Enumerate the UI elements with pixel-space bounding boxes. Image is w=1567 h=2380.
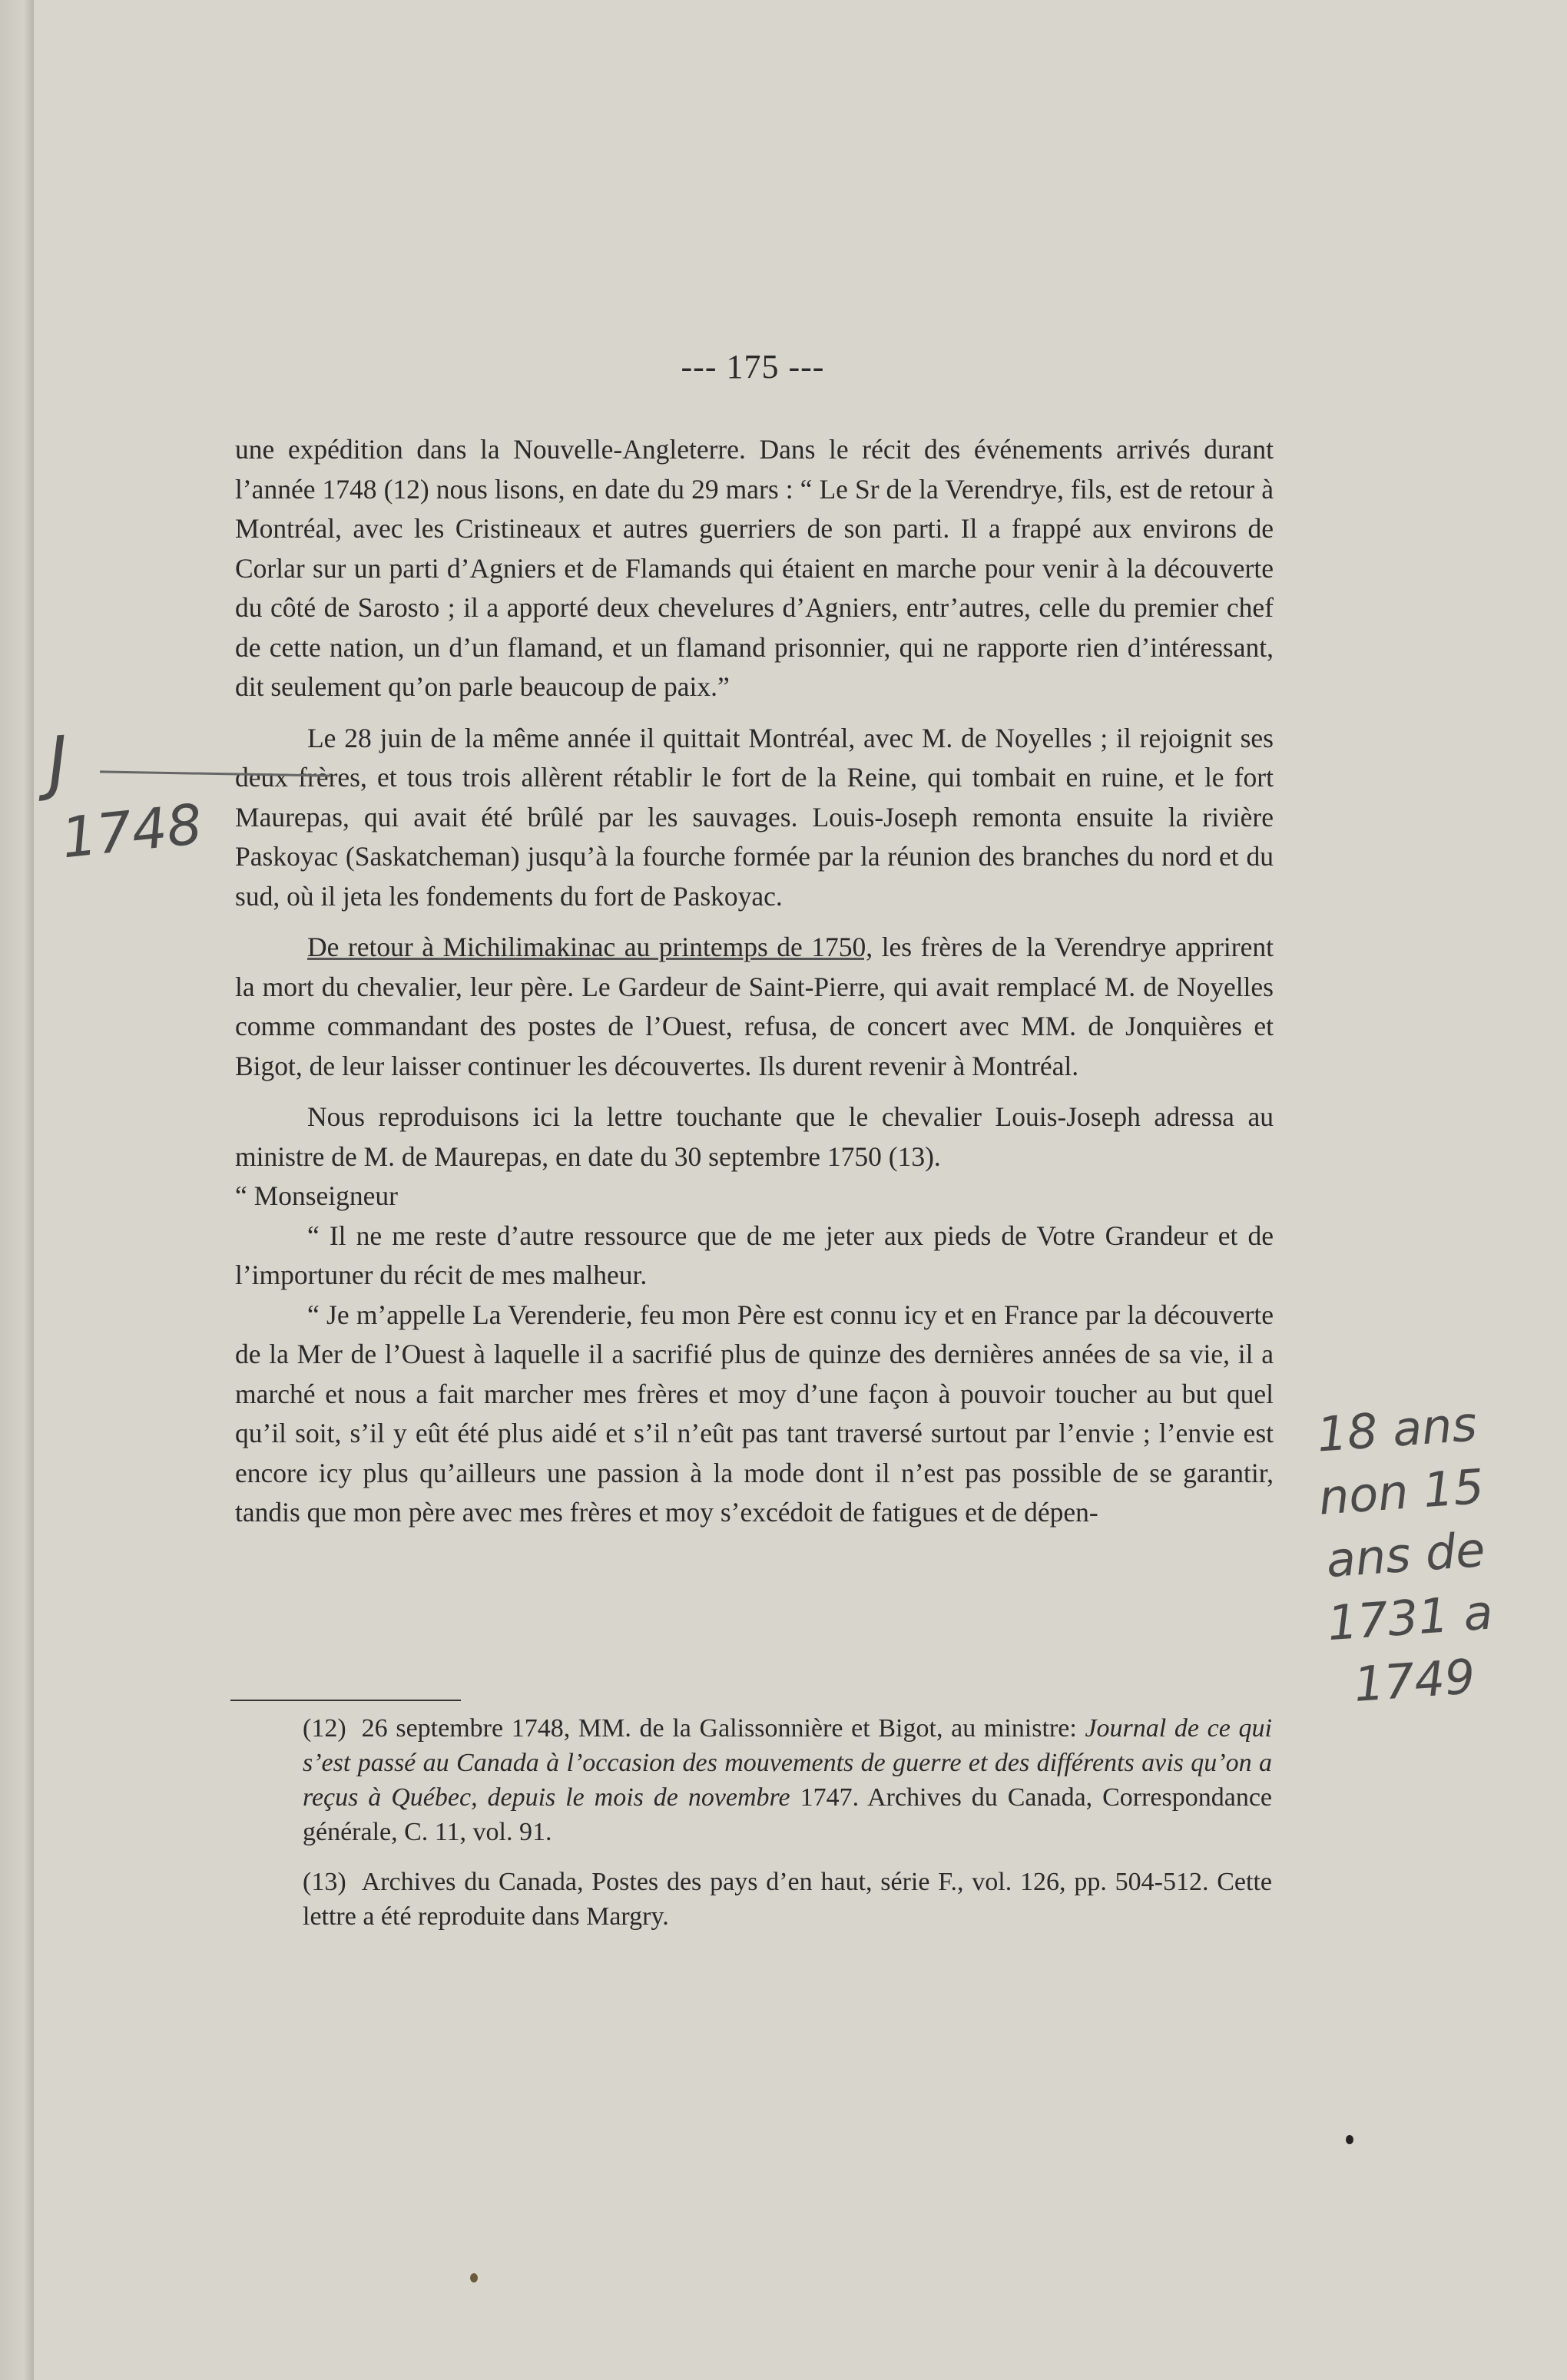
paragraph-2: Le 28 juin de la même année il quittait Montréal, avec M. de Noyelles ; il rejoignit ses deux frères, et tous trois allèrent rétablir le fort de la Reine, qui tombait en ruine, et le fort Maurepas, qui avait été brûlé par les sauvages. Louis-Joseph remonta ensuite la rivière Paskoyac (Saskatcheman) jusqu’à la fourche formée par la réunion des branches du nord et du sud, où il jeta les fondements du fort de Paskoyac. (235, 722, 1274, 912)
page-number: --- 175 --- (681, 348, 825, 386)
paragraph-3-rest: les frères de la Verendrye apprirent la mort du chevalier, leur père. Le Gardeur de Saint-Pierre, qui avait remplacé M. de Noyelles comme commandant des postes de l’Ouest, refusa, de concert avec MM. de Jonquières et Bigot, de leur laisser continuer les découvertes. Ils durent revenir à Montréal. (235, 932, 1274, 1081)
letter-salutation: “ Monseigneur (235, 1180, 398, 1211)
footnote-13-text: Archives du Canada, Postes des pays d’en haut, série F., vol. 126, pp. 504-512. Cette lettre a été reproduite dans Margry. (303, 1868, 1272, 1931)
page-left-edge (0, 0, 34, 2380)
footnote-12-number: (12) (303, 1714, 346, 1743)
handwritten-margin-mark: J (45, 721, 71, 803)
letter-quote-2: “ Je m’appelle La Verenderie, feu mon Père est connu icy et en France par la découverte de la Mer de l’Ouest à laquelle il a sacrifié plus de quinze des dernières années de sa vie, il a marché et nous a fait marcher mes frères et moy d’une façon à pouvoir toucher au but quel qu’il soit, s’il y eût été plus aidé et s’il n’eût pas tant traversé surtout par l’envie ; l’envie est encore icy plus qu’ailleurs une passion à la mode dont il n’est pas possible de se garantir, tandis que mon père avec mes frères et moy s’excédoit de fatigues et de dépen- (235, 1299, 1274, 1528)
footnote-13 (223, 1865, 1272, 1934)
paragraph-1: une expédition dans la Nouvelle-Angleterre. Dans le récit des événements arrivés durant l’année 1748 (12) nous lisons, en date du 29 mars : “ Le Sr de la Verendrye, fils, est de retour à Montréal, avec les Cristineaux et autres guerriers de son parti. Il a frappé aux environs de Corlar sur un parti d’Agniers et de Flamands qui étaient en marche pour venir à la découverte du côté de Sarosto ; il a apporté deux chevelures d’Agniers, entr’autres, celle du premier chef de cette nation, un d’un flamand, et un flamand prisonnier, qui ne rapporte rien d’intéressant, dit seulement qu’on parle beaucoup de paix.” (235, 434, 1274, 702)
footnote-12 (223, 1711, 1272, 1849)
footnote-12-title: Journal de ce qui s’est passé au Canada à l’occasion des mouvements de guerre et des différents avis qu’on a reçus à Québec, depuis le mois de novembre (303, 1714, 1272, 1812)
footnotes (223, 1711, 1272, 1934)
footnote-13-number: (13) (303, 1868, 346, 1896)
handwritten-right-note: 18 ans non 15 ans de 1731 a 1749 (1315, 1395, 1495, 1713)
ink-spot (470, 2273, 478, 2282)
body-text (235, 430, 1274, 1533)
footnote-12-text-b: 1747. Archives du Canada, Correspondance générale, C. 11, vol. 91. (303, 1783, 1272, 1846)
footnote-rule (230, 1700, 461, 1701)
underlined-phrase: De retour à Michilimakinac au printemps de 1750, (307, 932, 873, 962)
handwritten-margin-year: 1748 (58, 791, 206, 871)
paragraph-4: Nous reproduisons ici la lettre touchante que le chevalier Louis-Joseph adressa au ministre de M. de Maurepas, en date du 30 septembre 1750 (13). (235, 1101, 1274, 1172)
footnote-12-text-a: 26 septembre 1748, MM. de la Galissonnière et Bigot, au ministre: (361, 1714, 1077, 1743)
ink-spot (1346, 2135, 1353, 2144)
letter-quote-1: “ Il ne me reste d’autre ressource que de me jeter aux pieds de Votre Grandeur et de l’importuner du récit de mes malheur. (235, 1220, 1274, 1290)
paragraph-3 (235, 928, 1274, 1086)
